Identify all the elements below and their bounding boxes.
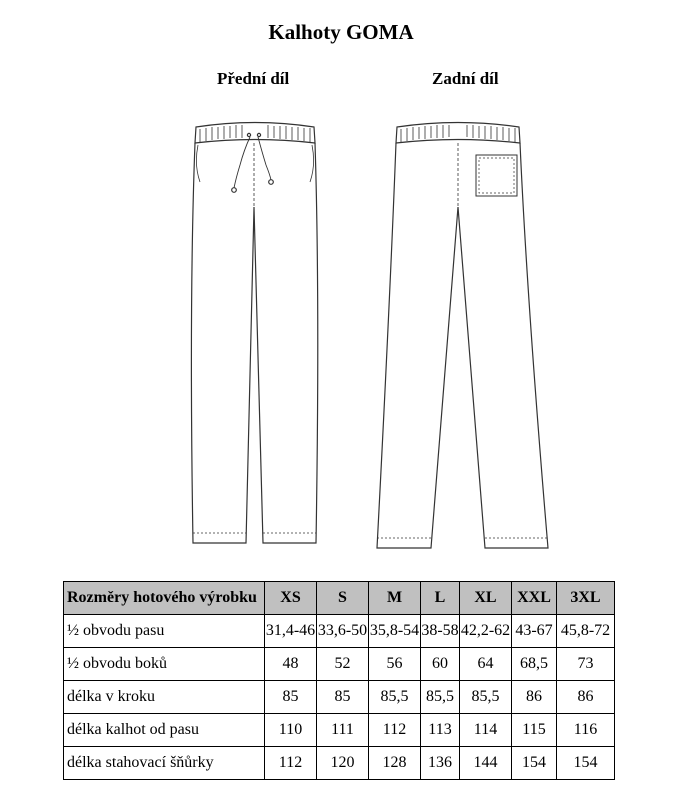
size-header-m: M: [369, 582, 421, 615]
table-cell: 35,8-54: [369, 615, 421, 648]
back-view-label: Zadní díl: [432, 69, 499, 88]
table-cell: 56: [369, 648, 421, 681]
size-header-s: S: [317, 582, 369, 615]
front-waistband: [195, 123, 315, 144]
front-leg-outline: [191, 143, 317, 543]
table-cell: 115: [512, 714, 557, 747]
table-cell: 48: [265, 648, 317, 681]
table-cell: 64: [460, 648, 512, 681]
back-pocket: [476, 155, 517, 196]
table-cell: 86: [557, 681, 615, 714]
table-cell: 128: [369, 747, 421, 780]
size-header-l: L: [421, 582, 460, 615]
table-cell: 85,5: [460, 681, 512, 714]
row-label: délka kalhot od pasu: [64, 714, 265, 747]
table-row: [64, 681, 615, 714]
table-cell: 31,4-46: [265, 615, 317, 648]
table-cell: 85,5: [369, 681, 421, 714]
table-header-label: Rozměry hotového výrobku: [64, 582, 265, 615]
page-title: Kalhoty GOMA: [268, 20, 414, 44]
row-label: ½ obvodu pasu: [64, 615, 265, 648]
table-cell: 116: [557, 714, 615, 747]
size-header-xl: XL: [460, 582, 512, 615]
table-cell: 52: [317, 648, 369, 681]
table-cell: 154: [557, 747, 615, 780]
table-cell: 114: [460, 714, 512, 747]
table-row: [64, 747, 615, 780]
table-cell: 85: [317, 681, 369, 714]
row-label: ½ obvodu boků: [64, 648, 265, 681]
table-cell: 111: [317, 714, 369, 747]
row-label: délka v kroku: [64, 681, 265, 714]
size-header-xs: XS: [265, 582, 317, 615]
size-header-3xl: 3XL: [557, 582, 615, 615]
table-cell: 38-58: [421, 615, 460, 648]
table-cell: 113: [421, 714, 460, 747]
size-header-xxl: XXL: [512, 582, 557, 615]
back-leg-outline: [377, 143, 548, 548]
table-cell: 42,2-62: [460, 615, 512, 648]
table-row: [64, 615, 615, 648]
table-cell: 112: [369, 714, 421, 747]
table-cell: 85: [265, 681, 317, 714]
table-cell: 73: [557, 648, 615, 681]
front-view-label: Přední díl: [217, 69, 290, 88]
row-label: délka stahovací šňůrky: [64, 747, 265, 780]
size-table-header: [64, 582, 615, 615]
front-trousers-illustration: [191, 123, 317, 544]
table-cell: 85,5: [421, 681, 460, 714]
table-cell: 154: [512, 747, 557, 780]
table-row: [64, 648, 615, 681]
table-cell: 144: [460, 747, 512, 780]
table-cell: 120: [317, 747, 369, 780]
table-cell: 60: [421, 648, 460, 681]
table-cell: 45,8-72: [557, 615, 615, 648]
back-waistband: [396, 123, 520, 144]
table-cell: 136: [421, 747, 460, 780]
table-cell: 33,6-50: [317, 615, 369, 648]
table-cell: 68,5: [512, 648, 557, 681]
table-cell: 110: [265, 714, 317, 747]
table-row: [64, 714, 615, 747]
size-table: [63, 581, 615, 780]
table-cell: 43-67: [512, 615, 557, 648]
back-trousers-illustration: [377, 123, 548, 549]
drawstring: [234, 137, 271, 188]
table-cell: 86: [512, 681, 557, 714]
table-cell: 112: [265, 747, 317, 780]
